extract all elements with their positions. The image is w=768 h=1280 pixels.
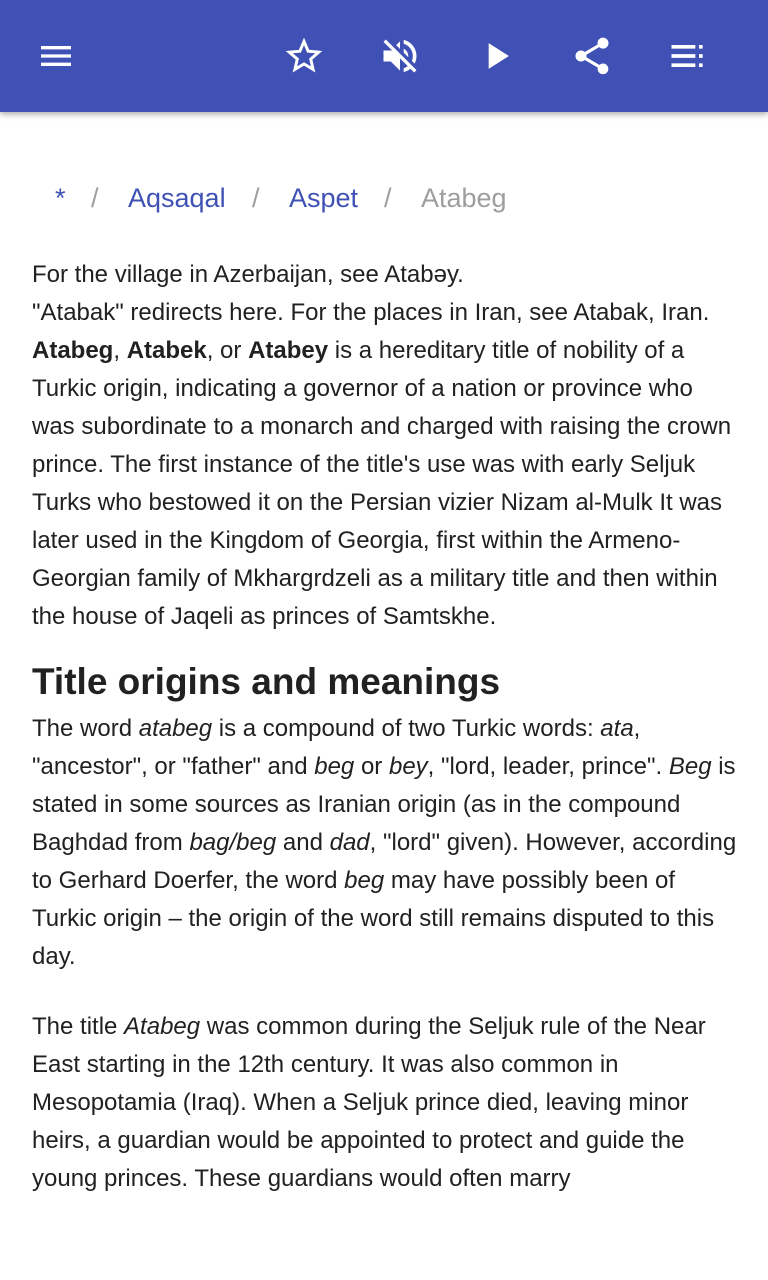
paragraph-gap bbox=[32, 976, 742, 1008]
favorite-button[interactable] bbox=[274, 26, 334, 86]
hatnote: "Atabak" redirects here. For the places in Iran, see Atabak, Iran. bbox=[32, 299, 710, 326]
mute-button[interactable] bbox=[370, 26, 430, 86]
share-icon bbox=[570, 34, 614, 78]
intro-paragraph: Atabeg, Atabek, or Atabey is a hereditary title of nobility of a Turkic origin, indicating a governor of a nation or province who was subordinate to a monarch and charged with raising the crown prince. The first instance of the title's use was with early Seljuk Turks who bestowed it on the Persian vizier Nizam al-Mulk It was later used in the Kingdom of Georgia, first within the Armeno-Georgian family of Mkhargrdzeli as a military title and then within the house of Jaqeli as princes of Samtskhe. bbox=[32, 337, 732, 630]
link-atabak-iran[interactable]: Atabak, Iran bbox=[573, 299, 703, 326]
breadcrumb-item-aspet[interactable]: Aspet bbox=[289, 183, 359, 213]
contents-button[interactable] bbox=[658, 26, 718, 86]
breadcrumb bbox=[0, 176, 768, 220]
breadcrumb-separator: / bbox=[252, 183, 260, 213]
volume-off-icon bbox=[378, 34, 422, 78]
breadcrumb-home[interactable]: * bbox=[55, 183, 66, 213]
section-paragraph: The word atabeg is a compound of two Turkic words: ata, "ancestor", or "father" and beg or bey, "lord, leader, prince". Beg is stated in some sources as Iranian origin (as in the compound Baghdad from bag/beg and dad, "lord" given). However, according to Gerhard Doerfer, the word beg may have possibly been of Turkic origin – the origin of the word still remains disputed to this day. bbox=[32, 715, 737, 970]
menu-button[interactable] bbox=[26, 26, 86, 86]
article-content bbox=[32, 256, 742, 1198]
star-outline-icon bbox=[282, 34, 326, 78]
hatnote: For the village in Azerbaijan, see Atabəy. bbox=[32, 261, 464, 288]
play-icon bbox=[474, 34, 518, 78]
play-button[interactable] bbox=[466, 26, 526, 86]
breadcrumb-item-aqsaqal[interactable]: Aqsaqal bbox=[128, 183, 226, 213]
breadcrumb-current: Atabeg bbox=[421, 183, 507, 213]
section-heading: Title origins and meanings bbox=[32, 661, 501, 702]
playlist-icon bbox=[666, 34, 710, 78]
section-paragraph: The title Atabeg was common during the Seljuk rule of the Near East starting in the 12th century. It was also common in Mesopotamia (Iraq). When a Seljuk prince died, leaving minor heirs, a guardian would be appointed to protect and guide the young princes. These guardians would often marry bbox=[32, 1013, 706, 1192]
menu-icon bbox=[36, 36, 76, 76]
breadcrumb-separator: / bbox=[91, 183, 99, 213]
link-atabay[interactable]: Atabəy bbox=[384, 261, 458, 288]
share-button[interactable] bbox=[562, 26, 622, 86]
breadcrumb-separator: / bbox=[384, 183, 392, 213]
top-app-bar bbox=[0, 0, 768, 112]
